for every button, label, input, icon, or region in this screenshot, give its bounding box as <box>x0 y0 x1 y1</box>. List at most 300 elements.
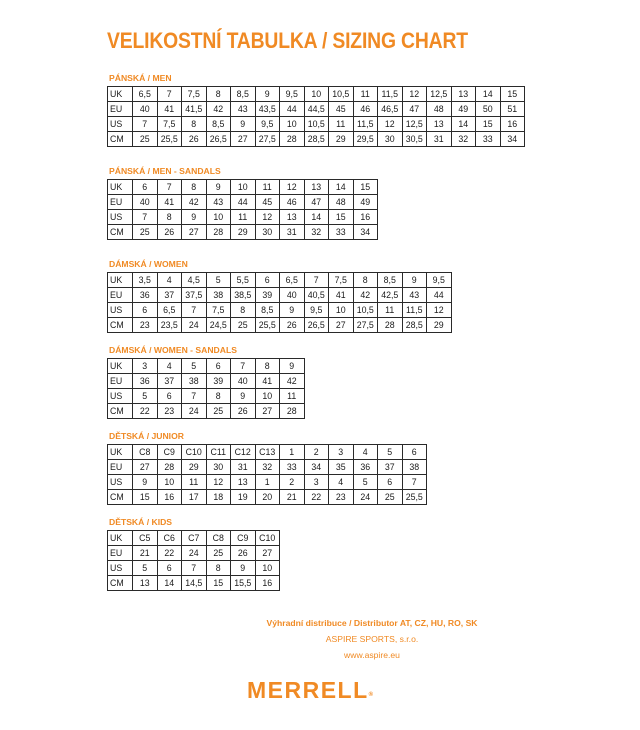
size-cell: 8 <box>206 389 231 404</box>
size-cell: 38 <box>402 460 427 475</box>
size-cell: 13 <box>427 117 452 132</box>
table-row <box>108 531 280 546</box>
company-name: ASPIRE SPORTS, s.r.o. <box>325 634 419 644</box>
size-cell: 41 <box>255 374 280 389</box>
size-cell: 12 <box>255 210 280 225</box>
size-cell: C9 <box>231 531 256 546</box>
size-cell: 16 <box>255 576 280 591</box>
size-cell: 12,5 <box>427 87 452 102</box>
row-label: UK <box>108 445 133 460</box>
table-row <box>108 225 378 240</box>
size-cell: 6 <box>378 475 403 490</box>
row-label: EU <box>108 546 133 561</box>
size-cell: 7 <box>402 475 427 490</box>
size-cell: 9,5 <box>304 303 329 318</box>
size-cell: 30 <box>206 460 231 475</box>
section-title: PÁNSKÁ / MEN <box>109 73 172 83</box>
size-cell: 8 <box>255 359 280 374</box>
size-cell: 49 <box>353 195 378 210</box>
size-cell: 32 <box>451 132 476 147</box>
size-cell: 10 <box>329 303 354 318</box>
size-cell: 45 <box>255 195 280 210</box>
size-cell: 28 <box>280 132 305 147</box>
size-cell: 18 <box>206 490 231 505</box>
size-cell: 12 <box>280 180 305 195</box>
size-cell: 44 <box>231 195 256 210</box>
merrell-logo <box>247 677 373 704</box>
size-cell: 25 <box>206 404 231 419</box>
size-cell: 7 <box>182 561 207 576</box>
size-cell: 9,5 <box>255 117 280 132</box>
size-cell: 16 <box>353 210 378 225</box>
size-cell: 8 <box>206 561 231 576</box>
table-row <box>108 318 452 333</box>
size-cell: 13 <box>280 210 305 225</box>
size-cell: 44 <box>280 102 305 117</box>
size-cell: 9 <box>402 273 427 288</box>
size-cell: 22 <box>157 546 182 561</box>
row-label: CM <box>108 490 133 505</box>
size-cell: 23 <box>329 490 354 505</box>
size-cell: C8 <box>206 531 231 546</box>
size-cell: 15 <box>133 490 158 505</box>
table-row <box>108 180 378 195</box>
size-cell: 14 <box>304 210 329 225</box>
size-cell: 36 <box>133 374 158 389</box>
size-cell: 11 <box>329 117 354 132</box>
size-cell: 26,5 <box>206 132 231 147</box>
size-cell: 43 <box>231 102 256 117</box>
size-cell: 5 <box>206 273 231 288</box>
size-cell: 15,5 <box>231 576 256 591</box>
size-cell: 37 <box>157 288 182 303</box>
table-row <box>108 389 305 404</box>
row-label: CM <box>108 576 133 591</box>
size-cell: 12,5 <box>402 117 427 132</box>
size-cell: 24 <box>182 318 207 333</box>
size-cell: 5 <box>378 445 403 460</box>
size-cell: 8,5 <box>231 87 256 102</box>
junior-section <box>107 431 427 505</box>
table-row <box>108 404 305 419</box>
size-cell: 6,5 <box>157 303 182 318</box>
table-row <box>108 359 305 374</box>
size-cell: 40 <box>280 288 305 303</box>
size-cell: 6 <box>255 273 280 288</box>
size-cell: 39 <box>206 374 231 389</box>
size-cell: 41 <box>157 102 182 117</box>
size-cell: 26 <box>157 225 182 240</box>
size-cell: 43 <box>206 195 231 210</box>
size-cell: 26,5 <box>304 318 329 333</box>
table-row <box>108 460 427 475</box>
size-cell: 11,5 <box>402 303 427 318</box>
size-cell: 50 <box>476 102 501 117</box>
size-cell: 37 <box>378 460 403 475</box>
row-label: EU <box>108 460 133 475</box>
size-cell: 40,5 <box>304 288 329 303</box>
table-row <box>108 195 378 210</box>
size-cell: 11 <box>182 475 207 490</box>
size-table <box>107 358 305 419</box>
size-cell: 28,5 <box>402 318 427 333</box>
size-cell: 27 <box>182 225 207 240</box>
size-cell: 27 <box>255 546 280 561</box>
table-row <box>108 87 525 102</box>
table-row <box>108 546 280 561</box>
section-title: DĚTSKÁ / JUNIOR <box>109 431 184 441</box>
size-cell: 27,5 <box>255 132 280 147</box>
size-cell: 12 <box>378 117 403 132</box>
size-cell: 22 <box>304 490 329 505</box>
distributor-line: Výhradní distribuce / Distributor AT, CZ, HU, RO, SK <box>266 618 478 628</box>
size-cell: 24 <box>182 546 207 561</box>
size-cell: 29 <box>427 318 452 333</box>
size-cell: 46,5 <box>378 102 403 117</box>
size-cell: 13 <box>231 475 256 490</box>
size-cell: 10 <box>255 561 280 576</box>
size-cell: 10,5 <box>304 117 329 132</box>
size-cell: C11 <box>206 445 231 460</box>
size-cell: 16 <box>157 490 182 505</box>
table-row <box>108 561 280 576</box>
size-cell: 32 <box>255 460 280 475</box>
size-cell: 10 <box>304 87 329 102</box>
size-cell: 20 <box>255 490 280 505</box>
size-cell: 7,5 <box>206 303 231 318</box>
size-cell: 34 <box>353 225 378 240</box>
size-cell: 43 <box>402 288 427 303</box>
size-cell: C5 <box>133 531 158 546</box>
size-cell: 10 <box>255 389 280 404</box>
table-row <box>108 374 305 389</box>
size-cell: 32 <box>304 225 329 240</box>
size-cell: 19 <box>231 490 256 505</box>
size-cell: 7 <box>157 87 182 102</box>
row-label: UK <box>108 180 133 195</box>
size-cell: 23 <box>157 404 182 419</box>
size-cell: 14 <box>476 87 501 102</box>
size-cell: 15 <box>329 210 354 225</box>
size-cell: 33 <box>329 225 354 240</box>
size-cell: 28 <box>206 225 231 240</box>
size-cell: 7 <box>133 210 158 225</box>
table-row <box>108 445 427 460</box>
size-cell: 25 <box>133 132 158 147</box>
size-cell: 48 <box>427 102 452 117</box>
size-cell: 37 <box>157 374 182 389</box>
row-label: US <box>108 303 133 318</box>
size-cell: 1 <box>255 475 280 490</box>
size-cell: 46 <box>353 102 378 117</box>
size-cell: 27 <box>231 132 256 147</box>
row-label: CM <box>108 404 133 419</box>
size-cell: 27,5 <box>353 318 378 333</box>
row-label: UK <box>108 531 133 546</box>
row-label: EU <box>108 102 133 117</box>
size-cell: 40 <box>133 195 158 210</box>
size-cell: 21 <box>133 546 158 561</box>
men-sandals-section <box>107 166 378 240</box>
row-label: EU <box>108 374 133 389</box>
table-row <box>108 475 427 490</box>
size-cell: 12 <box>206 475 231 490</box>
size-cell: 29 <box>182 460 207 475</box>
size-cell: 41,5 <box>182 102 207 117</box>
size-cell: 27 <box>133 460 158 475</box>
row-label: US <box>108 210 133 225</box>
size-cell: 30 <box>255 225 280 240</box>
size-cell: 46 <box>280 195 305 210</box>
size-cell: 6 <box>133 303 158 318</box>
size-cell: 47 <box>402 102 427 117</box>
size-cell: 14,5 <box>182 576 207 591</box>
section-title: PÁNSKÁ / MEN - SANDALS <box>109 166 221 176</box>
website-link[interactable]: www.aspire.eu <box>344 650 400 660</box>
size-cell: 7,5 <box>157 117 182 132</box>
size-cell: 8 <box>182 117 207 132</box>
size-cell: 4 <box>353 445 378 460</box>
row-label: EU <box>108 195 133 210</box>
size-cell: 7 <box>304 273 329 288</box>
size-cell: 3 <box>133 359 158 374</box>
table-row <box>108 273 452 288</box>
size-cell: 30 <box>378 132 403 147</box>
size-cell: 42 <box>353 288 378 303</box>
size-cell: 8 <box>182 180 207 195</box>
row-label: CM <box>108 318 133 333</box>
size-table <box>107 444 427 505</box>
size-cell: 3,5 <box>133 273 158 288</box>
size-cell: 11,5 <box>353 117 378 132</box>
logo-text: MERRELL <box>247 677 369 703</box>
size-cell: 10,5 <box>329 87 354 102</box>
size-cell: 11 <box>378 303 403 318</box>
size-cell: 8,5 <box>206 117 231 132</box>
size-cell: 9 <box>280 359 305 374</box>
row-label: UK <box>108 359 133 374</box>
size-cell: 5 <box>133 389 158 404</box>
size-cell: 6 <box>206 359 231 374</box>
row-label: US <box>108 389 133 404</box>
size-cell: 27 <box>329 318 354 333</box>
size-cell: 6,5 <box>280 273 305 288</box>
size-cell: 26 <box>231 546 256 561</box>
size-cell: 6 <box>157 389 182 404</box>
size-cell: 15 <box>500 87 525 102</box>
table-row <box>108 576 280 591</box>
size-cell: 8 <box>231 303 256 318</box>
size-cell: 42 <box>206 102 231 117</box>
size-cell: 29 <box>231 225 256 240</box>
size-table <box>107 272 452 333</box>
section-title: DÁMSKÁ / WOMEN <box>109 259 188 269</box>
table-row <box>108 288 452 303</box>
size-cell: 9 <box>255 87 280 102</box>
size-cell: 3 <box>304 475 329 490</box>
size-cell: 10 <box>157 475 182 490</box>
size-cell: 8,5 <box>378 273 403 288</box>
row-label: CM <box>108 225 133 240</box>
size-cell: 28 <box>280 404 305 419</box>
size-cell: 9 <box>133 475 158 490</box>
kids-section <box>107 517 280 591</box>
men-section <box>107 73 525 147</box>
size-cell: 13 <box>304 180 329 195</box>
size-cell: 11 <box>280 389 305 404</box>
size-cell: 9 <box>182 210 207 225</box>
table-row <box>108 303 452 318</box>
registered-mark: ® <box>368 692 374 698</box>
size-cell: C8 <box>133 445 158 460</box>
row-label: US <box>108 561 133 576</box>
size-cell: 11,5 <box>378 87 403 102</box>
size-cell: 12 <box>402 87 427 102</box>
size-cell: 16 <box>500 117 525 132</box>
size-cell: 34 <box>500 132 525 147</box>
size-cell: 7 <box>182 389 207 404</box>
size-cell: 43,5 <box>255 102 280 117</box>
row-label: EU <box>108 288 133 303</box>
size-cell: 31 <box>280 225 305 240</box>
size-cell: 40 <box>231 374 256 389</box>
section-title: DÁMSKÁ / WOMEN - SANDALS <box>109 345 237 355</box>
size-cell: C10 <box>182 445 207 460</box>
table-row <box>108 132 525 147</box>
size-cell: 42 <box>182 195 207 210</box>
size-cell: 25,5 <box>402 490 427 505</box>
size-cell: 23,5 <box>157 318 182 333</box>
size-cell: 35 <box>329 460 354 475</box>
size-cell: 7 <box>182 303 207 318</box>
size-cell: 41 <box>329 288 354 303</box>
size-cell: 28,5 <box>304 132 329 147</box>
size-cell: 8,5 <box>255 303 280 318</box>
table-row <box>108 490 427 505</box>
women-section <box>107 259 452 333</box>
size-cell: 40 <box>133 102 158 117</box>
size-cell: 4,5 <box>182 273 207 288</box>
size-cell: 4 <box>157 359 182 374</box>
size-cell: 28 <box>157 460 182 475</box>
size-cell: 9 <box>231 561 256 576</box>
size-cell: 42,5 <box>378 288 403 303</box>
size-cell: 41 <box>157 195 182 210</box>
size-cell: C10 <box>255 531 280 546</box>
size-cell: C12 <box>231 445 256 460</box>
size-cell: 26 <box>231 404 256 419</box>
size-cell: 11 <box>255 180 280 195</box>
size-cell: 27 <box>255 404 280 419</box>
size-cell: 29 <box>329 132 354 147</box>
size-cell: 9 <box>231 389 256 404</box>
size-cell: 21 <box>280 490 305 505</box>
table-row <box>108 102 525 117</box>
size-cell: 24,5 <box>206 318 231 333</box>
size-cell: 26 <box>280 318 305 333</box>
size-cell: 10 <box>231 180 256 195</box>
size-cell: C9 <box>157 445 182 460</box>
size-cell: 6 <box>402 445 427 460</box>
size-cell: 17 <box>182 490 207 505</box>
size-cell: 5 <box>353 475 378 490</box>
size-cell: 1 <box>280 445 305 460</box>
size-cell: 2 <box>280 475 305 490</box>
size-cell: 25,5 <box>255 318 280 333</box>
table-row <box>108 210 378 225</box>
size-cell: 11 <box>353 87 378 102</box>
page-title: VELIKOSTNÍ TABULKA / SIZING CHART <box>107 28 468 53</box>
size-cell: 5 <box>133 561 158 576</box>
size-cell: 23 <box>133 318 158 333</box>
table-row <box>108 117 525 132</box>
size-cell: 14 <box>451 117 476 132</box>
size-cell: C6 <box>157 531 182 546</box>
size-cell: 6,5 <box>133 87 158 102</box>
size-cell: 14 <box>157 576 182 591</box>
size-cell: 7 <box>157 180 182 195</box>
size-cell: 38,5 <box>231 288 256 303</box>
size-cell: 31 <box>231 460 256 475</box>
size-cell: 4 <box>329 475 354 490</box>
size-cell: 51 <box>500 102 525 117</box>
size-cell: 9 <box>231 117 256 132</box>
row-label: US <box>108 117 133 132</box>
size-cell: 10 <box>280 117 305 132</box>
size-cell: 36 <box>133 288 158 303</box>
size-cell: 13 <box>451 87 476 102</box>
size-table <box>107 86 525 147</box>
size-cell: 25,5 <box>157 132 182 147</box>
size-cell: 44,5 <box>304 102 329 117</box>
size-cell: 42 <box>280 374 305 389</box>
size-cell: 28 <box>378 318 403 333</box>
size-cell: 39 <box>255 288 280 303</box>
size-cell: 45 <box>329 102 354 117</box>
size-cell: 24 <box>182 404 207 419</box>
size-cell: 38 <box>206 288 231 303</box>
size-cell: 25 <box>231 318 256 333</box>
size-cell: 12 <box>427 303 452 318</box>
size-cell: 38 <box>182 374 207 389</box>
size-cell: 9 <box>206 180 231 195</box>
size-cell: 8 <box>157 210 182 225</box>
size-cell: 25 <box>133 225 158 240</box>
size-cell: 7 <box>231 359 256 374</box>
size-cell: 4 <box>157 273 182 288</box>
size-cell: 30,5 <box>402 132 427 147</box>
size-cell: 36 <box>353 460 378 475</box>
size-cell: 49 <box>451 102 476 117</box>
size-cell: 25 <box>378 490 403 505</box>
row-label: UK <box>108 273 133 288</box>
size-table <box>107 530 280 591</box>
size-cell: 29,5 <box>353 132 378 147</box>
size-cell: 47 <box>304 195 329 210</box>
size-cell: 25 <box>206 546 231 561</box>
size-cell: 15 <box>476 117 501 132</box>
size-cell: C7 <box>182 531 207 546</box>
size-cell: 5,5 <box>231 273 256 288</box>
size-cell: 9 <box>280 303 305 318</box>
size-cell: 7,5 <box>329 273 354 288</box>
size-cell: 6 <box>133 180 158 195</box>
size-cell: 15 <box>353 180 378 195</box>
size-cell: 5 <box>182 359 207 374</box>
size-cell: 8 <box>206 87 231 102</box>
row-label: CM <box>108 132 133 147</box>
size-cell: 9,5 <box>280 87 305 102</box>
